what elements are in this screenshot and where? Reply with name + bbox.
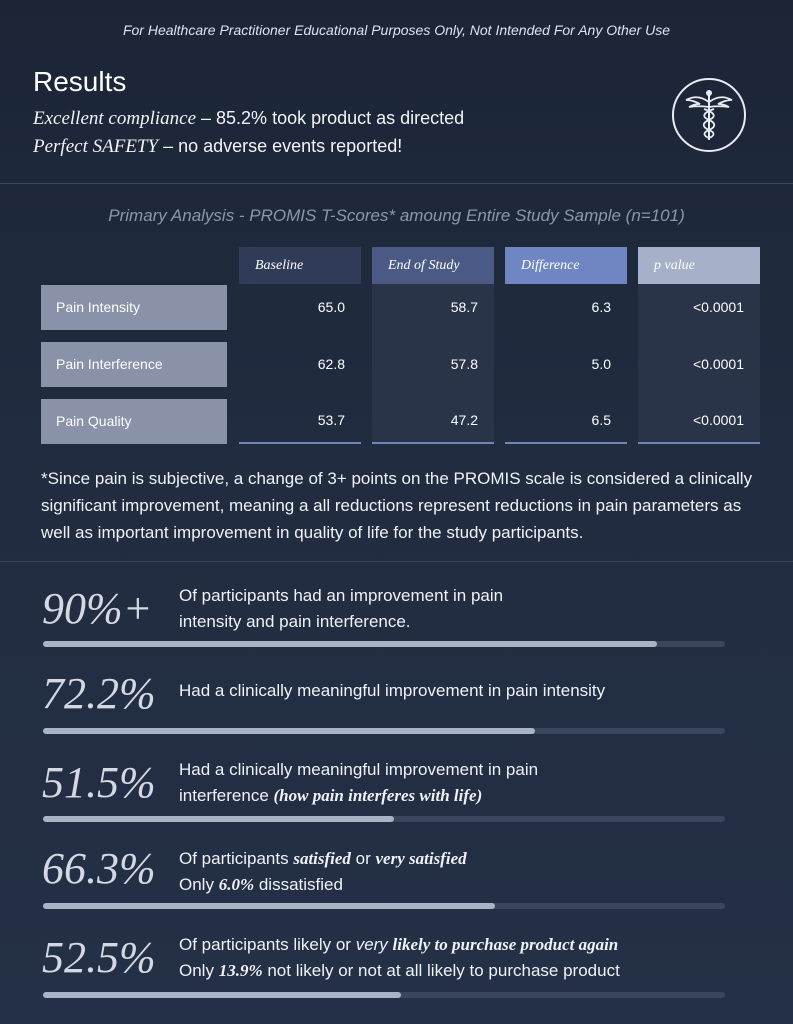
stat-progress-fill [43,641,657,647]
stat-progress-bar [43,728,725,734]
stat-line-emphasis: 6.0% [218,875,255,894]
stat-line [179,958,739,984]
analysis-title: Primary Analysis - PROMIS T-Scores* amoung Entire Study Sample (n=101) [108,206,685,225]
table-cell: 57.8 [450,356,478,372]
table-cell: <0.0001 [693,412,744,428]
safety-text: – no adverse events reported! [158,136,403,156]
table-cell: 65.0 [317,299,345,315]
stat-line-emphasis: satisfied [293,849,351,868]
stat-line-part: or [350,849,376,868]
stat-line: Of participants had an improvement in pain [179,586,504,605]
stat-progress-bar [43,903,725,909]
column-header-baseline: Baseline [239,247,361,284]
stat-description [179,932,739,984]
safety-line [33,136,402,158]
stat-line-part: Only [179,875,219,894]
compliance-text: – 85.2% took product as directed [196,108,465,128]
stat-line [179,846,739,872]
column-header-p-value: p value [638,247,760,284]
stat-progress-fill [43,992,401,998]
stat-progress-bar [43,641,725,647]
column-header-end-of-study: End of Study [372,247,494,284]
stat-progress-fill [43,903,495,909]
compliance-emphasis: Excellent compliance [33,108,197,129]
section-divider [0,183,793,184]
stat-line-emphasis: very satisfied [375,849,467,868]
column-header-difference: Difference [505,247,627,284]
stat-line-part: not likely or not at all likely to purchase product [262,961,620,980]
stat-line-part: Of participants [179,849,294,868]
table-cell: 47.2 [450,412,478,428]
safety-emphasis: Perfect SAFETY [33,136,159,157]
row-label-pain-quality: Pain Quality [41,399,227,444]
caduceus-icon [672,78,746,152]
stat-number: 52.5% [42,933,156,982]
stat-description [179,846,739,898]
stat-line-part: Only [179,961,219,980]
stat-number: 66.3% [42,844,156,893]
stat-line: Had a clinically meaningful improvement in pain [179,760,539,779]
stat-description [179,583,739,635]
table-cell: <0.0001 [693,356,744,372]
stat-description [179,757,739,809]
table-cell: 6.3 [591,299,611,315]
stat-line [179,932,739,958]
stat-progress-bar [43,992,725,998]
stat-line-part: dissatisfied [254,875,343,894]
stat-line-part: Of participants likely or [179,935,356,954]
stat-line [179,783,739,809]
row-label-pain-interference: Pain Interference [41,342,227,387]
stat-progress-bar [43,816,725,822]
table-cell: 53.7 [317,412,345,428]
table-cell: 58.7 [450,299,478,315]
stat-number: 72.2% [42,669,156,718]
row-label-pain-intensity: Pain Intensity [41,285,227,330]
stat-number: 51.5% [42,758,156,807]
table-cell: 6.5 [591,412,611,428]
section-divider [0,561,793,562]
footnote: *Since pain is subjective, a change of 3+ points on the PROMIS scale is considered a clinically significant improvement, meaning a all reductions represent reductions in pain parameters as well as important improvement in quality of life for the study participants. [41,469,753,542]
table-cell: 62.8 [317,356,345,372]
stat-progress-fill [43,816,394,822]
stat-line: Had a clinically meaningful improvement in pain intensity [179,681,606,700]
stat-line-italic: very [355,935,393,954]
disclaimer: For Healthcare Practitioner Educational Purposes Only, Not Intended For Any Other Use [122,22,671,38]
stat-line-emphasis: (how pain interferes with life) [273,786,483,805]
stat-line-part: interference [179,786,274,805]
stat-line-emphasis: 13.9% [218,961,263,980]
stat-number: 90%+ [42,584,153,633]
stat-description [179,678,739,704]
table-cell: 5.0 [591,356,611,372]
results-title: Results [33,66,127,97]
stat-line-emphasis: likely to purchase product again [392,935,619,954]
table-cell: <0.0001 [693,299,744,315]
compliance-line [33,108,464,130]
stat-line: intensity and pain interference. [179,612,411,631]
stat-progress-fill [43,728,535,734]
stat-line [179,872,739,898]
